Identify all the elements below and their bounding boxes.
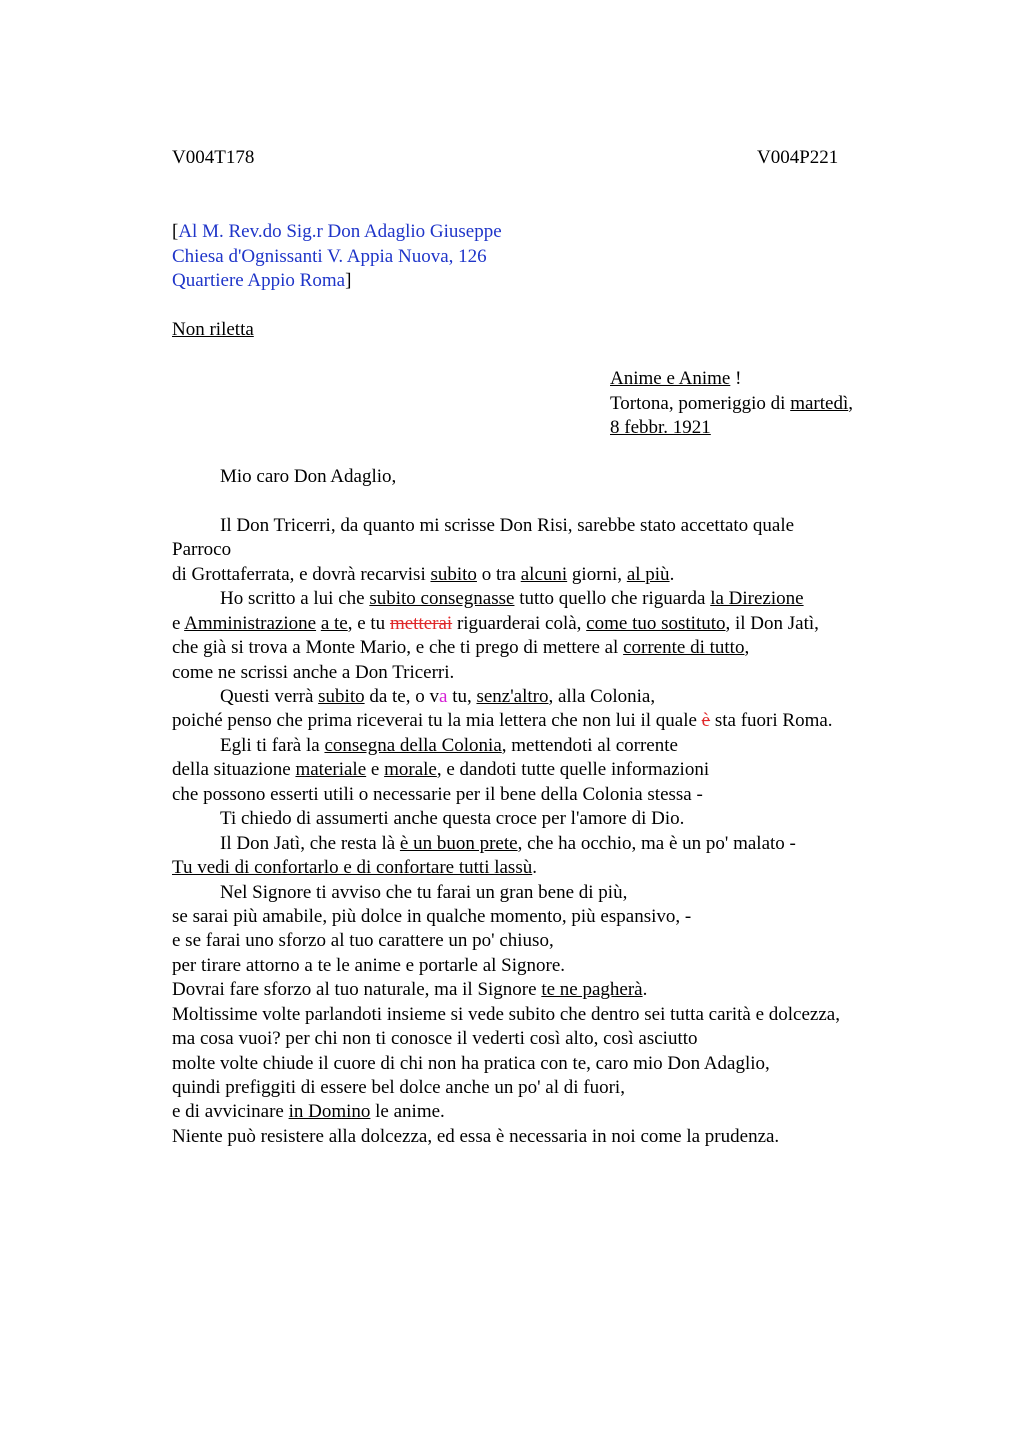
text-run: , il Don Jatì, [725, 613, 819, 634]
address-city: Quartiere Appio Roma [172, 270, 346, 291]
underlined-text: corrente di tutto [623, 637, 745, 658]
underlined-text: senz'altro [476, 686, 549, 707]
text-run: . [532, 857, 537, 878]
text-run: sta fuori Roma. [710, 710, 833, 731]
text-run: poiché penso che prima riceverai tu la mia lettera che non lui il quale [172, 710, 702, 731]
address-recipient: Al M. Rev.do Sig.r Don Adaglio Giuseppe [178, 221, 502, 242]
text-run: , alla Colonia, [548, 686, 656, 707]
text-run: . [642, 979, 648, 1000]
text-run: , e tu [347, 613, 390, 634]
underlined-text: a te [320, 613, 348, 634]
text-run: Nel Signore ti avviso che tu farai un gran bene di più, [220, 882, 628, 903]
place-text: Tortona, pomeriggio di [610, 393, 791, 414]
address-line-1 [172, 220, 502, 244]
motto-punctuation: ! [730, 368, 742, 389]
inserted-letter: a [439, 686, 448, 707]
text-run: Il Don Jatì, che resta là [220, 833, 400, 854]
text-run: ma cosa vuoi? per chi non ti conosce il vederti così alto, così asciutto [172, 1028, 698, 1049]
body-line [172, 1125, 779, 1149]
date-line: 8 febbr. 1921 [610, 417, 711, 438]
underlined-text: Tu vedi di confortarlo e di confortare tutti lassù [172, 857, 533, 878]
text-run: per tirare attorno a te le anime e portarle al Signore. [172, 955, 566, 976]
underlined-text: consegna della Colonia [324, 735, 502, 756]
text-run: Ti chiedo di assumerti anche questa croce per l'amore di Dio. [220, 808, 685, 829]
underlined-text: come tuo sostituto [586, 613, 726, 634]
body-line [172, 1076, 625, 1100]
underlined-text: Amministrazione [184, 613, 317, 634]
struck-text: metterai [389, 613, 453, 634]
text-run: , mettendoti al corrente [501, 735, 678, 756]
body-line [172, 636, 749, 660]
body-line [172, 783, 703, 807]
text-run: che possono esserti utili o necessarie per il bene della Colonia stessa - [172, 784, 703, 805]
text-run: giorni, [567, 564, 627, 585]
text-run: Parroco [172, 539, 232, 560]
body-line [220, 734, 678, 758]
document-code-left: V004T178 [172, 147, 255, 168]
body-line [172, 661, 454, 685]
text-run: Questi verrà [220, 686, 319, 707]
text-run: Egli ti farà la [220, 735, 325, 756]
text-run: o tra [476, 564, 521, 585]
body-line [172, 1003, 840, 1027]
text-run: , [744, 637, 750, 658]
text-run: della situazione [172, 759, 296, 780]
underlined-text: al più [626, 564, 670, 585]
text-run: . [669, 564, 675, 585]
body-line [220, 807, 684, 831]
text-run: tutto quello che riguarda [514, 588, 711, 609]
underlined-text: subito [430, 564, 477, 585]
address-open-bracket: [ [172, 221, 179, 242]
underlined-text: materiale [295, 759, 367, 780]
motto: Anime e Anime [610, 368, 731, 389]
text-run: Niente può resistere alla dolcezza, ed essa è necessaria in noi come la prudenza. [172, 1126, 780, 1147]
body-line [172, 563, 674, 587]
text-run: Ho scritto a lui che [220, 588, 370, 609]
text-run: Moltissime volte parlandoti insieme si vede subito che dentro sei tutta carità e dolcezza, [172, 1004, 840, 1025]
address-close-bracket: ] [345, 270, 352, 291]
underlined-text: è un buon prete [399, 833, 518, 854]
body-line [172, 709, 833, 733]
text-run: e [366, 759, 385, 780]
text-run: che già si trova a Monte Mario, e che ti prego di mettere al [172, 637, 624, 658]
body-line [220, 587, 804, 611]
underlined-text: subito consegnasse [369, 588, 515, 609]
text-run: da te, o v [364, 686, 439, 707]
weekday: martedì [790, 393, 849, 414]
body-line [172, 1100, 445, 1124]
text-run: molte volte chiude il cuore di chi non ha pratica con te, caro mio Don Adaglio, [172, 1053, 770, 1074]
address-line-3 [172, 269, 351, 293]
text-run: e [172, 613, 185, 634]
body-line [172, 758, 709, 782]
struck-text: è [701, 710, 711, 731]
body-line [172, 1027, 698, 1051]
underlined-text: subito [318, 686, 365, 707]
text-run: come ne scrissi anche a Don Tricerri. [172, 662, 455, 683]
body-line [220, 881, 627, 905]
body-line [220, 685, 655, 709]
body-line [172, 905, 691, 929]
document-code-right: V004P221 [757, 147, 839, 168]
text-run: riguarderai colà, [452, 613, 587, 634]
text-run: , che ha occhio, ma è un po' malato - [517, 833, 796, 854]
text-run: se sarai più amabile, più dolce in qualche momento, più espansivo, - [172, 906, 692, 927]
underlined-text: in Domino [288, 1101, 371, 1122]
text-run: Il Don Tricerri, da quanto mi scrisse Don Risi, sarebbe stato accettato quale [220, 515, 795, 536]
motto-line [610, 367, 741, 391]
weekday-punctuation: , [848, 393, 853, 414]
body-line [172, 538, 231, 562]
body-line [172, 1052, 770, 1076]
body-line [172, 954, 565, 978]
not-reread-note: Non riletta [172, 319, 254, 340]
body-line [172, 856, 537, 880]
address-line-2: Chiesa d'Ognissanti V. Appia Nuova, 126 [172, 246, 487, 267]
text-run: di Grottaferrata, e dovrà recarvisi [172, 564, 431, 585]
text-run: Dovrai fare sforzo al tuo naturale, ma il Signore [172, 979, 542, 1000]
underlined-text: la Direzione [710, 588, 804, 609]
underlined-text: alcuni [520, 564, 568, 585]
body-line [172, 929, 554, 953]
body-line [172, 612, 819, 636]
underlined-text: te ne pagherà [541, 979, 643, 1000]
text-run: e se farai uno sforzo al tuo carattere un po' chiuso, [172, 930, 554, 951]
text-run: , e dandoti tutte quelle informazioni [436, 759, 710, 780]
underlined-text: morale [384, 759, 437, 780]
salutation: Mio caro Don Adaglio, [220, 466, 397, 487]
text-run: quindi prefiggiti di essere bel dolce anche un po' al di fuori, [172, 1077, 625, 1098]
text-run: le anime. [370, 1101, 445, 1122]
body-line [220, 514, 794, 538]
body-line [220, 832, 796, 856]
body-line [172, 978, 647, 1002]
text-run: tu, [447, 686, 477, 707]
place-line [610, 392, 853, 416]
text-run: e di avvicinare [172, 1101, 289, 1122]
